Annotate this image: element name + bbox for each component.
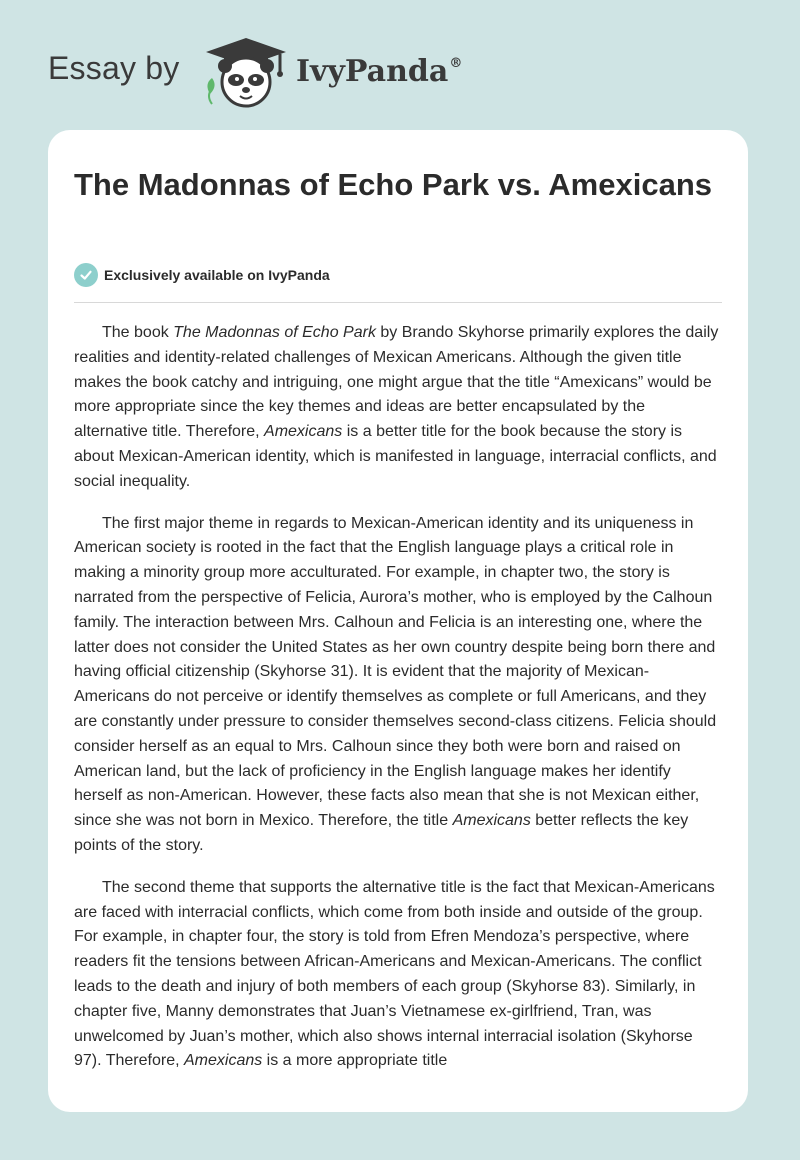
brand-name-text: IvyPanda [296,54,449,89]
paragraph-text: by Brando Skyhorse primarily explores the daily realities and identity-related challenges of Mexican Americans. Although the given title makes the book catchy and intriguing, one might argue that the title “Amexicans” would be more appropriate since the key themes and ideas are better encapsulated by the alternative title. Therefore, [74,324,719,441]
italic-title-text: Amexicans [452,812,531,830]
divider [74,302,722,303]
essay-card [48,130,748,1112]
essay-paragraph [74,321,722,495]
paragraph-text: better reflects the key points of the story. [74,812,689,854]
exclusive-badge [74,262,330,288]
essay-paragraph [74,876,722,1074]
essay-body [74,321,722,1091]
brand-name[interactable] [296,54,462,89]
essay-title: The Madonnas of Echo Park vs. Amexicans [74,167,712,202]
paragraph-text: The first major theme in regards to Mexican-American identity and its uniqueness in American society is rooted in the fact that the English language plays a critical role in making a minority group more acculturated. For example, in chapter two, the story is narrated from the perspective of Felicia, Aurora’s mother, who is employed by the Calhoun family. The interaction between Mrs. Calhoun and Felicia is an interesting one, where the latter does not consider the United States as her own country despite being born there and having official citizenship (Skyhorse 31). It is evident that the majority of Mexican-Americans do not perceive or identify themselves as complete or full Americans, and they are constantly under pressure to consider themselves second-class citizens. Felicia should consider herself as an equal to Mrs. Calhoun since they both were born and raised on American land, but the lack of proficiency in the English language makes her identify herself as non-American. However, these facts also mean that she is not Mexican either, since she was not born in Mexico. Therefore, the title [74,514,717,830]
italic-title-text: Amexicans [183,1052,263,1070]
paragraph-text: The second theme that supports the alternative title is the fact that Mexican-Americans are faced with interracial conflicts, which come from both inside and outside of the group. For example, in chapter four, the story is told from Efren Mendoza’s perspective, where readers fit the tensions between African-Americans and Mexican-Americans. The conflict leads to the death and injury of both members of each group (Skyhorse 83). Similarly, in chapter five, Manny demonstrates that Juan’s Vietnamese ex-girlfriend, Tran, was unwelcomed by Juan’s mother, which also shows internal interracial isolation (Skyhorse 97). Therefore, [74,878,715,1070]
site-header [0,0,800,130]
registered-mark: ® [449,56,463,71]
essay-by-label: Essay by [48,50,180,86]
paragraph-text: The book [102,324,174,341]
panda-graduate-icon[interactable] [200,36,292,110]
italic-title-text: The Madonnas of Echo Park [173,324,376,341]
essay-paragraph [74,512,722,859]
paragraph-text: is a more appropriate title [262,1052,448,1070]
check-icon [74,263,98,287]
paragraph-text: is a better title for the book because the story is about Mexican-American identity, which is manifested in language, interracial conflicts, and social inequality. [74,423,717,490]
italic-title-text: Amexicans [264,423,343,441]
exclusive-label: Exclusively available on IvyPanda [104,267,330,283]
